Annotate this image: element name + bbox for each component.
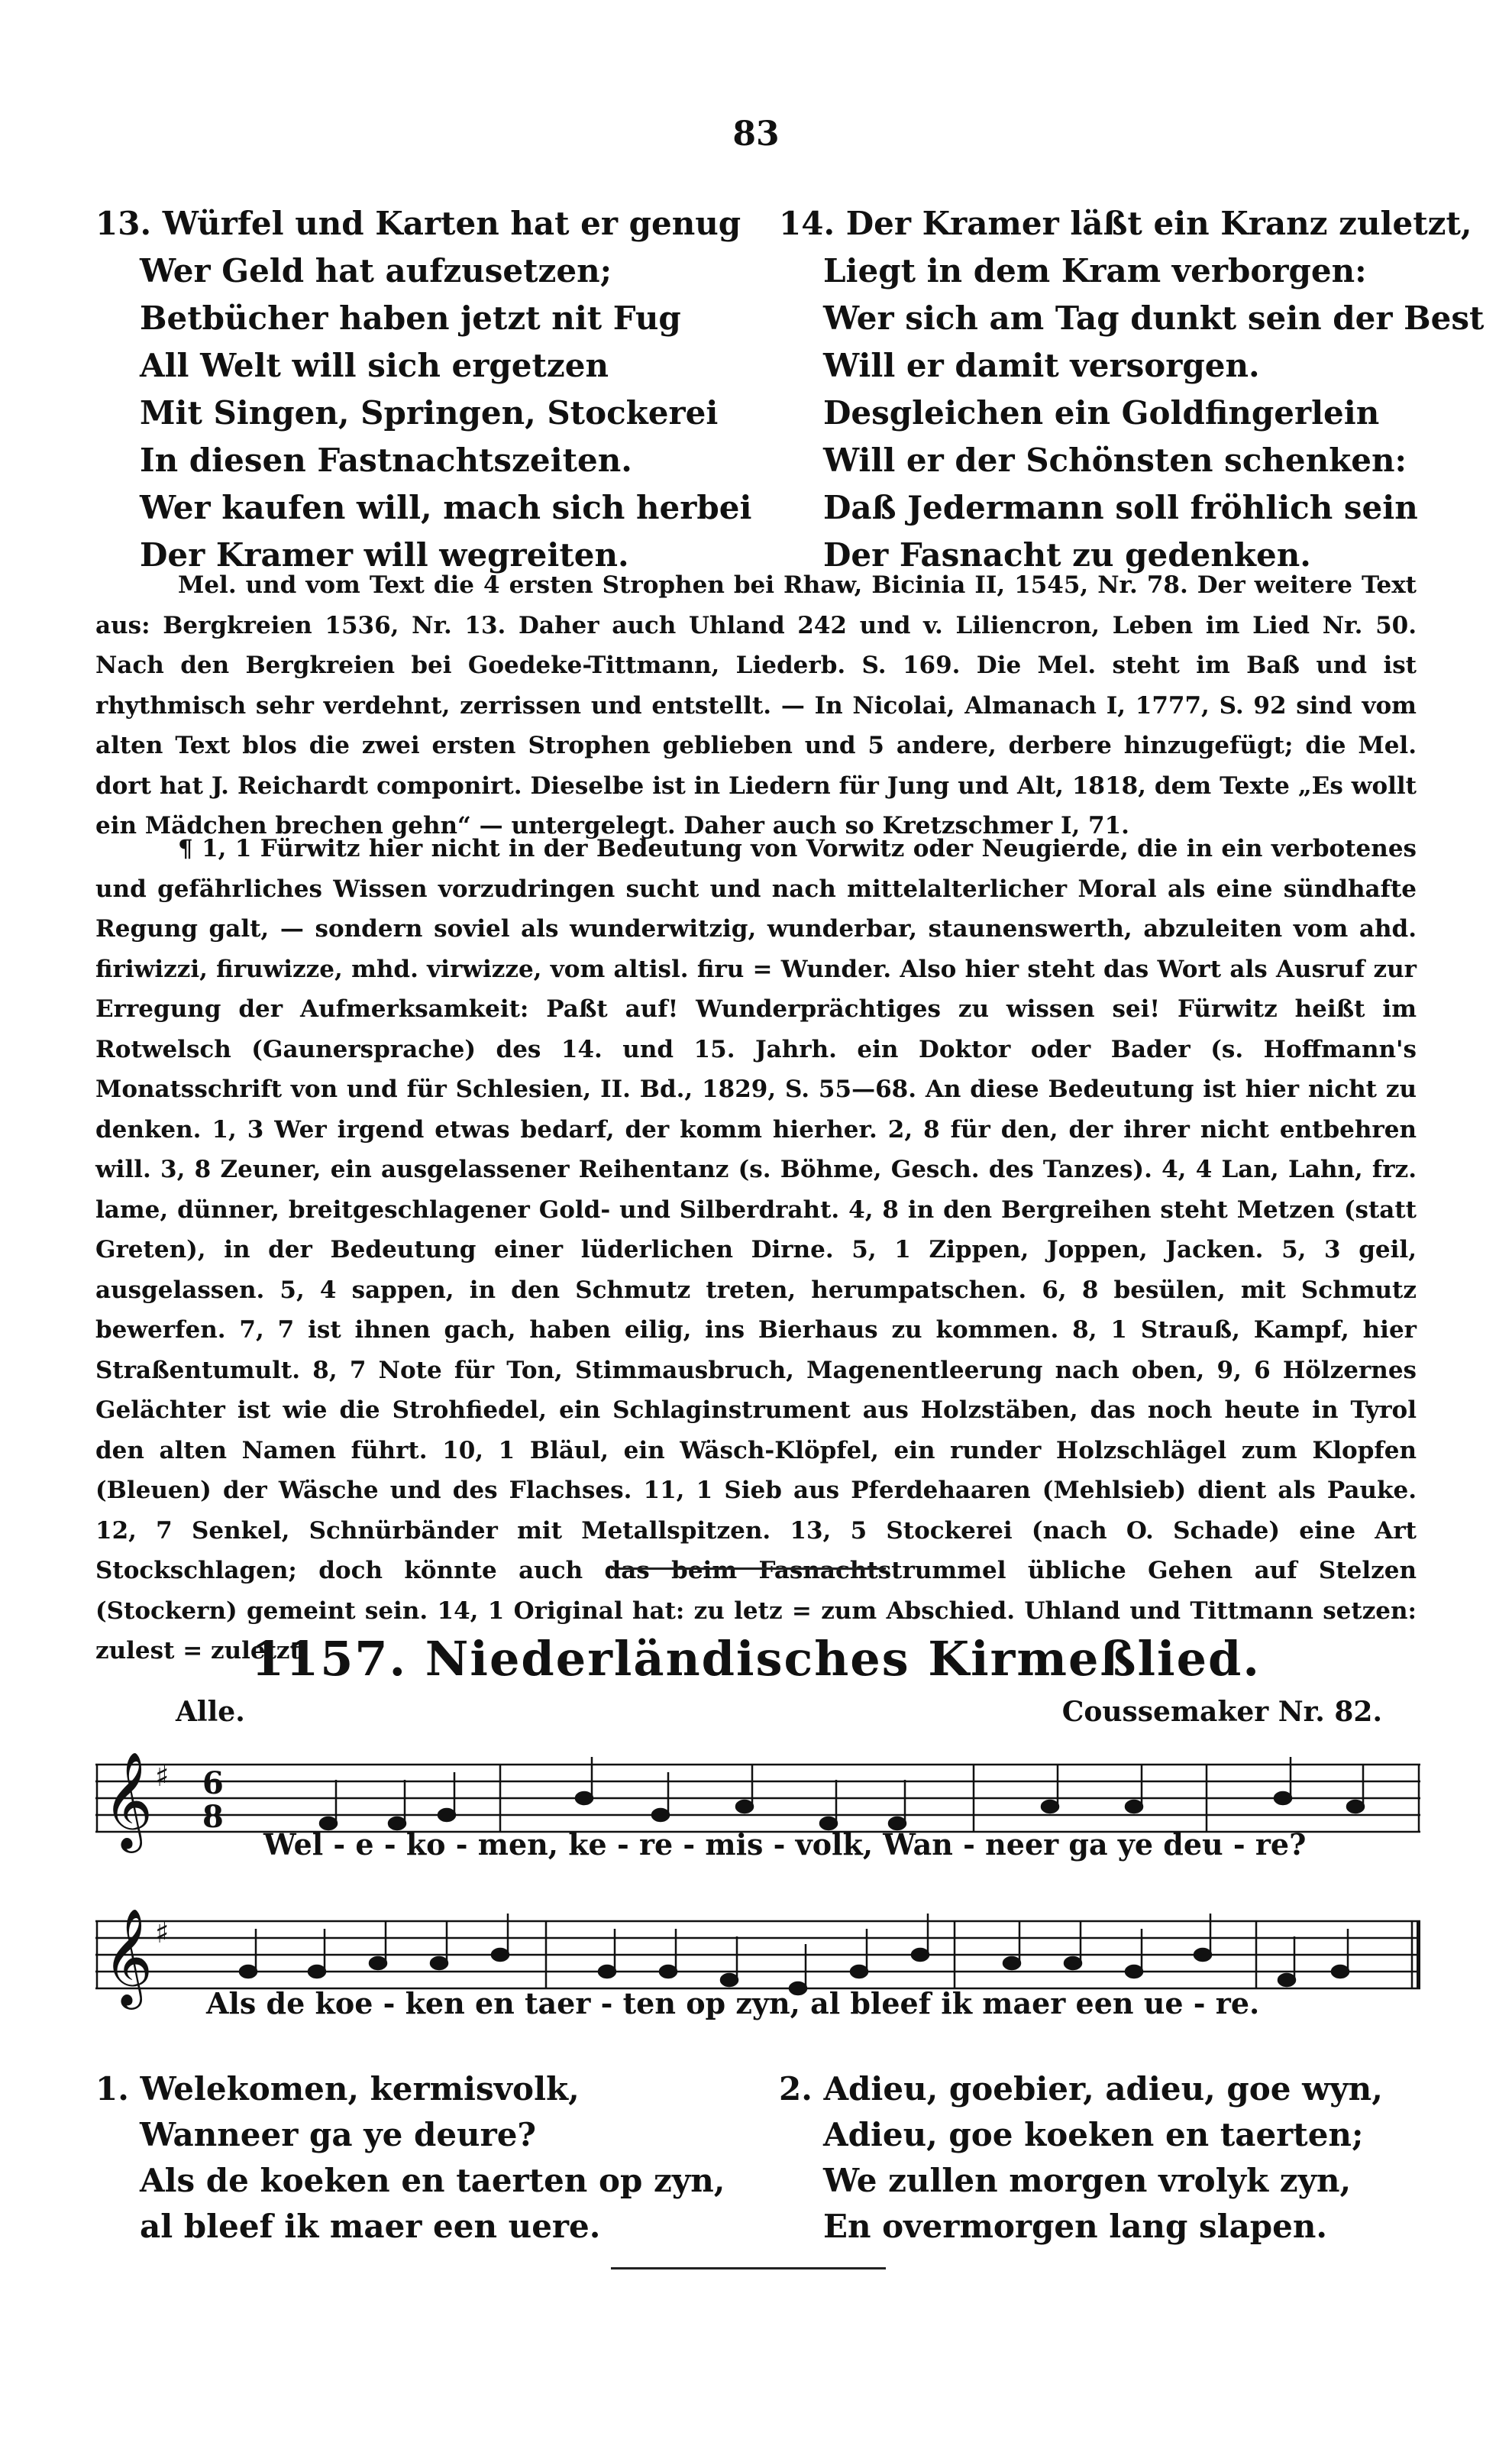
source-note: Mel. und vom Text die 4 ersten Strophen bei Rhaw, Bicinia II, 1545, Nr. 78. Der weitere Text aus: Bergkreien 1536, Nr. 13. Daher auch Uhland 242 und v. Liliencron, Leben im Lied Nr. 50. Nach den Bergkreien bei Goedeke-Tittmann, Liederb. S. 169. Die Mel. steht im Baß und ist rhythmisch sehr verdehnt, zerrissen und entstellt. — In Nicolai, Almanach I, 1777, S. 92 sind vom alten Text blos die zwei ersten Strophen geblieben und 5 andere, derbere hinzugefügt; die Mel. dort hat J. Reichardt componirt. Dieselbe ist in Liedern für Jung und Alt, 1818, dem Texte „Es wollt ein Mädchen brechen gehn“ — untergelegt. Daher auch so Kretzschmer I, 71.	[95, 571, 1417, 840]
song-source: Coussemaker Nr. 82.	[1061, 1696, 1382, 1728]
stanza-line: Der Fasnacht zu gedenken.	[823, 536, 1311, 574]
stanza-line: In diesen Fastnachtszeiten.	[140, 442, 632, 479]
section-divider	[611, 2267, 886, 2269]
stanza-14	[779, 200, 1485, 579]
stanza-line: Will er der Schönsten schenken:	[823, 442, 1407, 479]
verse-line: al bleef ik maer een uere.	[140, 2208, 601, 2245]
treble-clef-icon: 𝄞	[103, 1907, 153, 2005]
voice-label: Alle.	[176, 1696, 245, 1728]
stanza-line: Wer Geld hat aufzusetzen;	[140, 252, 612, 290]
stanza-line: All Welt will sich ergetzen	[140, 347, 609, 384]
verse-line: Als de koeken en taerten op zyn,	[140, 2162, 725, 2199]
stanza-line: 13. Würfel und Karten hat er genug	[95, 205, 741, 242]
sharp-icon: ♯	[155, 1759, 170, 1793]
verse-line: We zullen morgen vrolyk zyn,	[823, 2162, 1352, 2199]
song-heading: 1157. Niederländisches Kirmeßlied.	[251, 1631, 1261, 1687]
stanza-line: Will er damit versorgen.	[823, 347, 1260, 384]
sharp-icon: ♯	[155, 1916, 170, 1949]
page-number: 83	[732, 115, 780, 154]
stanza-line: Desgleichen ein Goldfingerlein	[823, 394, 1380, 432]
verse-1	[95, 2066, 752, 2250]
verse-line: 1. Welekomen, kermisvolk,	[95, 2070, 580, 2108]
verse-line: Wanneer ga ye deure?	[140, 2116, 537, 2153]
verse-2	[779, 2066, 1436, 2250]
stanza-line: Der Kramer will wegreiten.	[140, 536, 629, 574]
time-sig-top: 6	[202, 1765, 224, 1801]
stanza-line: Wer kaufen will, mach sich herbei	[140, 489, 752, 526]
stanza-line: Wer sich am Tag dunkt sein der Best	[823, 299, 1485, 337]
stanza-line: 14. Der Kramer läßt ein Kranz zuletzt,	[779, 205, 1472, 242]
verse-line: Adieu, goe koeken en taerten;	[823, 2116, 1364, 2153]
stanza-line: Liegt in dem Kram verborgen:	[823, 252, 1367, 290]
time-sig-bottom: 8	[202, 1799, 224, 1835]
lyrics-line-1: Wel - e - ko - men, ke - re - mis - volk, Wan - neer ga ye deu - re?	[263, 1827, 1307, 1862]
stanza-line: Mit Singen, Springen, Stockerei	[140, 394, 719, 432]
treble-clef-icon: 𝄞	[103, 1751, 153, 1849]
verse-line: En overmorgen lang slapen.	[823, 2208, 1328, 2245]
stanza-line: Betbücher haben jetzt nit Fug	[140, 299, 681, 337]
commentary-notes: ¶ 1, 1 Fürwitz hier nicht in der Bedeutung von Vorwitz oder Neugierde, die in ein verbotenes und gefährliches Wissen vorzudringen sucht und nach mittelalterlicher Moral als eine sündhafte Regung galt, — sondern soviel als wunderwitzig, wunderbar, staunenswerth, abzuleiten vom ahd. firiwizzi, firuwizze, mhd. virwizze, vom altisl. firu = Wunder. Also hier steht das Wort als Ausruf zur Erregung der Aufmerksamkeit: Paßt auf! Wunderprächtiges zu wissen sei! Fürwitz heißt im Rotwelsch (Gaunersprache) des 14. und 15. Jahrh. ein Doktor oder Bader (s. Hoffmann's Monatsschrift von und für Schlesien, II. Bd., 1829, S. 55—68. An diese Bedeutung ist hier nicht zu denken. 1, 3 Wer irgend etwas bedarf, der komm hierher. 2, 8 für den, der ihrer nicht entbehren will. 3, 8 Zeuner, ein ausgelassener Reihentanz (s. Böhme, Gesch. des Tanzes). 4, 4 Lan, Lahn, frz. lame, dünner, breitgeschlagener Gold- und Silberdraht. 4, 8 in den Bergreihen steht Metzen (statt Greten), in der Bedeutung einer lüderlichen Dirne. 5, 1 Zippen, Joppen, Jacken. 5, 3 geil, ausgelassen. 5, 4 sappen, in den Schmutz treten, herumpatschen. 6, 8 besülen, mit Schmutz bewerfen. 7, 7 ist ihnen gach, haben eilig, ins Bierhaus zu kommen. 8, 1 Strauß, Kampf, hier Straßentumult. 8, 7 Note für Ton, Stimmausbruch, Magenentleerung nach oben, 9, 6 Hölzernes Gelächter ist wie die Strohfiedel, ein Schlaginstrument aus Holzstäben, das noch heute in Tyrol den alten Namen führt. 10, 1 Bläul, ein Wäsch-Klöpfel, ein runder Holzschlägel zum Klopfen (Bleuen) der Wäsche und des Flachses. 11, 1 Sieb aus Pferdehaaren (Mehlsieb) dient als Pauke. 12, 7 Senkel, Schnürbänder mit Metallspitzen. 13, 5 Stockerei (nach O. Schade) eine Art Stockschlagen; doch könnte auch das beim Fasnachtstrummel übliche Gehen auf Stelzen (Stockern) gemeint sein. 14, 1 Original hat: zu letz = zum Abschied. Uhland und Tittmann setzen: zulest = zuletzt.	[95, 835, 1417, 1664]
section-divider	[611, 1567, 886, 1570]
lyrics-line-2: Als de koe - ken en taer - ten op zyn, al bleef ik maer een ue - re.	[206, 1986, 1260, 2020]
stanza-line: Daß Jedermann soll fröhlich sein	[823, 489, 1418, 526]
stanza-13	[95, 200, 752, 579]
verse-line: 2. Adieu, goebier, adieu, goe wyn,	[779, 2070, 1383, 2108]
